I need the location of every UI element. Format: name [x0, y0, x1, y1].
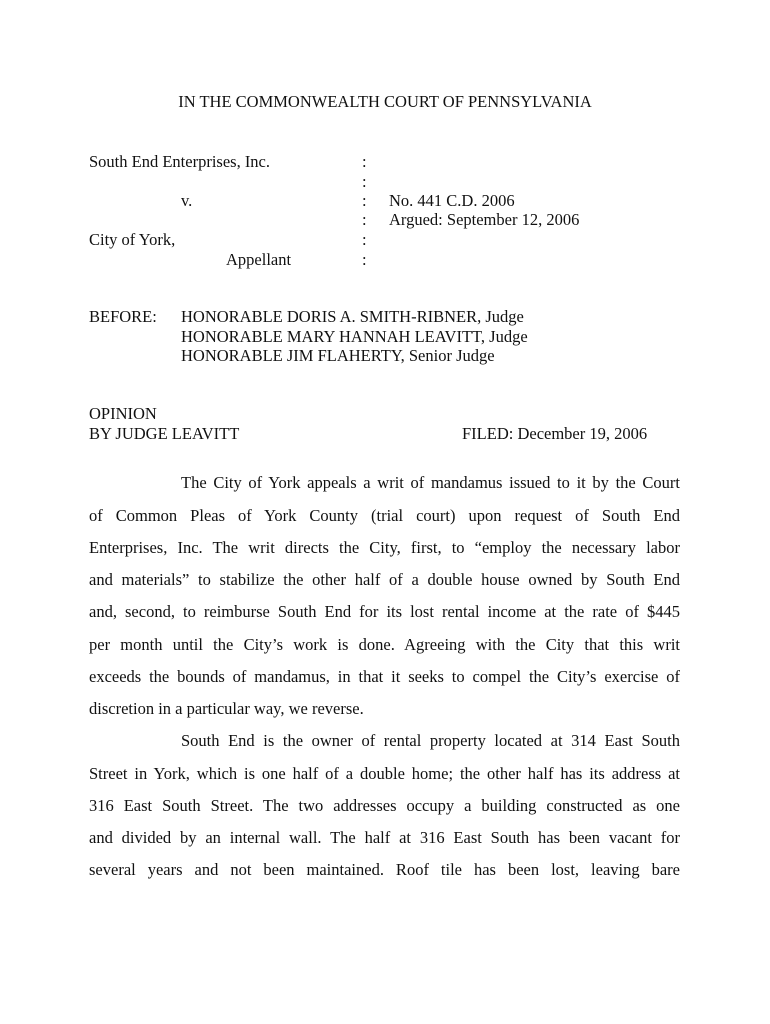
paragraph-line: 316 East South Street. The two addresses occupy a building constructed as one — [89, 796, 680, 815]
judge-line: HONORABLE DORIS A. SMITH-RIBNER, Judge — [181, 307, 524, 326]
caption-colon: : — [362, 250, 367, 269]
caption-colon: : — [362, 191, 367, 210]
paragraph-line: per month until the City’s work is done. Agreeing with the City that this writ — [89, 635, 680, 654]
court-title: IN THE COMMONWEALTH COURT OF PENNSYLVANIA — [178, 92, 592, 111]
caption-versus: v. — [181, 191, 193, 210]
paragraph-line: South End is the owner of rental property located at 314 East South — [181, 731, 680, 750]
caption-defendant-role: Appellant — [226, 250, 292, 269]
judge-line: HONORABLE MARY HANNAH LEAVITT, Judge — [181, 327, 528, 346]
argued-date: Argued: September 12, 2006 — [389, 210, 580, 229]
before-label: BEFORE: — [89, 307, 157, 326]
opinion-heading: OPINION — [89, 404, 157, 423]
paragraph-line: and, second, to reimburse South End for its lost rental income at the rate of $445 — [89, 602, 680, 621]
paragraph-line: several years and not been maintained. Roof tile has been lost, leaving bare — [89, 860, 680, 879]
caption-colon: : — [362, 230, 367, 249]
opinion-author: BY JUDGE LEAVITT — [89, 424, 240, 443]
filed-date: FILED: December 19, 2006 — [462, 424, 648, 443]
paragraph-line: and materials” to stabilize the other half of a double house owned by South End — [89, 570, 680, 589]
caption-colon: : — [362, 172, 367, 191]
caption-colon: : — [362, 210, 367, 229]
caption-plaintiff: South End Enterprises, Inc. — [89, 152, 271, 171]
paragraph-line: of Common Pleas of York County (trial court) upon request of South End — [89, 506, 680, 525]
paragraph-line: The City of York appeals a writ of mandamus issued to it by the Court — [181, 473, 680, 492]
caption-colon: : — [362, 152, 367, 171]
caption-defendant: City of York, — [89, 230, 176, 249]
paragraph-line: discretion in a particular way, we reverse. — [89, 699, 364, 718]
paragraph-line: Street in York, which is one half of a double home; the other half has its address at — [89, 764, 680, 783]
judge-line: HONORABLE JIM FLAHERTY, Senior Judge — [181, 346, 495, 365]
docket-number: No. 441 C.D. 2006 — [389, 191, 515, 210]
paragraph-line: exceeds the bounds of mandamus, in that it seeks to compel the City’s exercise of — [89, 667, 680, 686]
paragraph-line: Enterprises, Inc. The writ directs the City, first, to “employ the necessary labor — [89, 538, 680, 557]
paragraph-line: and divided by an internal wall. The half at 316 East South has been vacant for — [89, 828, 680, 847]
